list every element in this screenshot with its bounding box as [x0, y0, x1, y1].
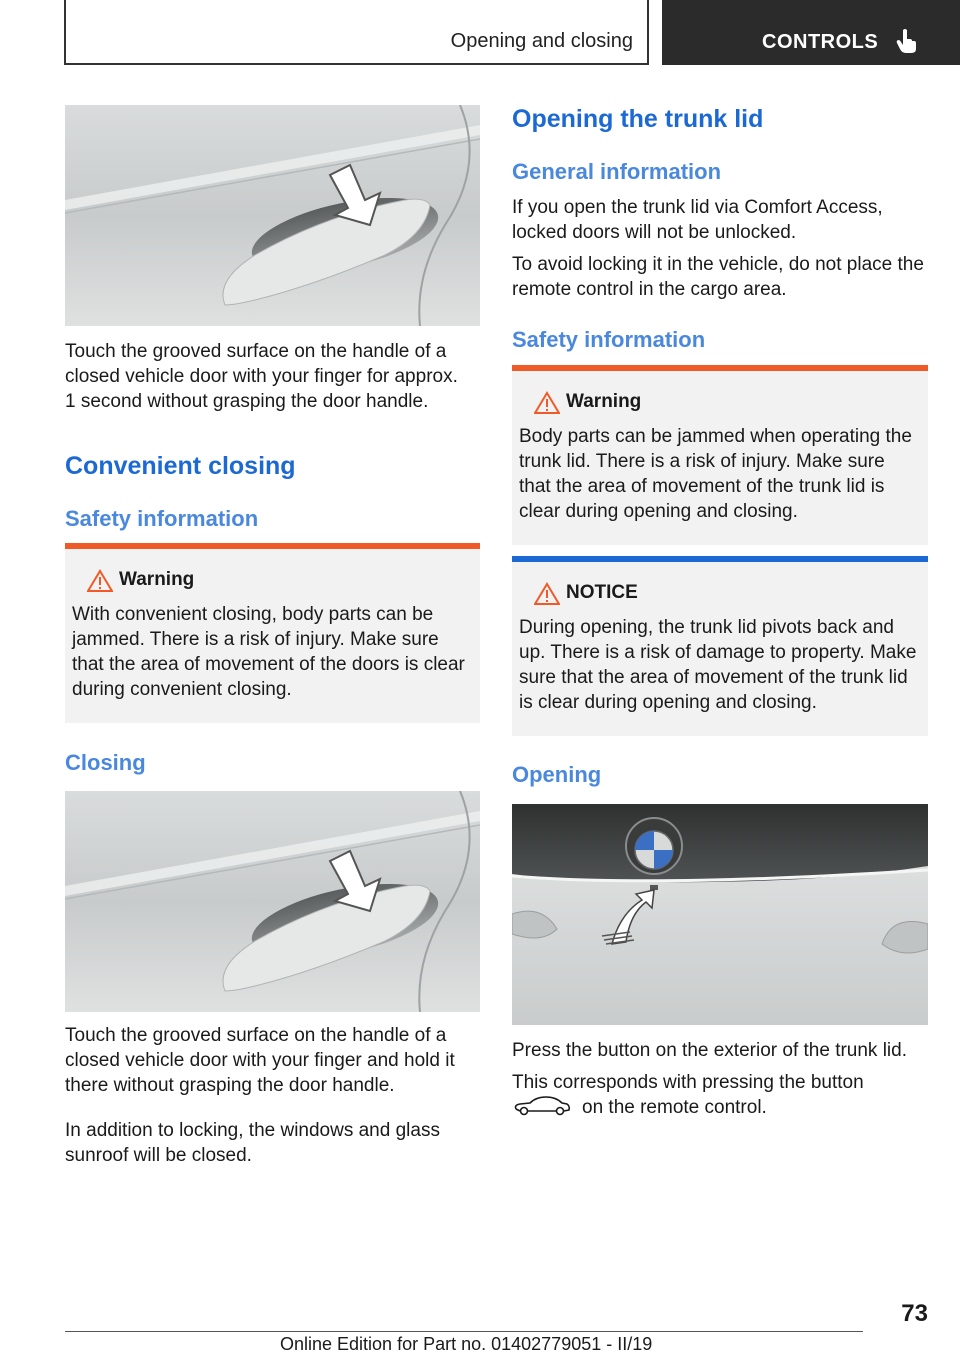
warning-triangle-icon: [534, 582, 560, 606]
notice-callout: [512, 556, 928, 736]
heading-convenient-closing: Convenient closing: [65, 452, 296, 480]
heading-safety-information-left: Safety information: [65, 506, 259, 531]
door-handle-image-closing: [65, 791, 480, 1012]
footer-divider: [65, 1331, 863, 1332]
warning-triangle-icon: [87, 569, 113, 593]
warning-title: Warning: [566, 391, 642, 412]
warning-title: Warning: [119, 569, 195, 590]
caption-windows-closed: In addition to locking, the windows and glass sunroof will be closed.: [65, 1120, 440, 1166]
warning-bar: [512, 365, 928, 371]
heading-safety-information-right: Safety information: [512, 327, 706, 352]
warning-bar: [65, 543, 480, 549]
general-info-remote-control: To avoid locking it in the vehicle, do not place the remote control in the cargo area.: [512, 254, 924, 300]
corresponds-text-line2: on the remote control.: [582, 1097, 767, 1118]
footer-edition: Online Edition for Part no. 01402779051 - II/19: [280, 1334, 653, 1354]
heading-opening-trunk-lid: Opening the trunk lid: [512, 105, 764, 133]
warning-triangle-icon: [534, 391, 560, 415]
door-handle-image: [65, 105, 480, 326]
warning-text: Body parts can be jammed when operating the trunk lid. There is a risk of injury. Make sure that the area of movement of the trunk lid is clear during opening and closing.: [519, 426, 912, 522]
page-number: 73: [901, 1300, 928, 1327]
press-button-text: Press the button on the exterior of the trunk lid.: [512, 1040, 908, 1061]
caption-touch-handle: Touch the grooved surface on the handle of a closed vehicle door with your finger for approx. 1 second without grasping the door handle.: [65, 341, 458, 412]
warning-callout-right: [512, 365, 928, 545]
heading-opening: Opening: [512, 762, 602, 787]
left-column: [65, 0, 480, 1300]
caption-hold-handle: Touch the grooved surface on the handle of a closed vehicle door with your finger and hold it there without grasping the door handle.: [65, 1025, 455, 1096]
warning-text: With convenient closing, body parts can be jammed. There is a risk of injury. Make sure that the area of movement of the doors is clear during convenient closing.: [72, 604, 465, 700]
heading-general-information: General information: [512, 159, 722, 184]
trunk-lid-image: [512, 804, 928, 1025]
notice-bar: [512, 556, 928, 562]
notice-title: NOTICE: [566, 582, 638, 603]
right-column: [512, 0, 928, 1300]
general-info-comfort-access: If you open the trunk lid via Comfort Access, locked doors will not be unlocked.: [512, 197, 883, 243]
header-section-title: Opening and closing: [450, 30, 633, 52]
notice-text: During opening, the trunk lid pivots back and up. There is a risk of damage to property. Make sure that the area of movement of the trunk lid is clear during opening and closing.: [519, 617, 917, 713]
car-trunk-icon: [512, 1094, 572, 1116]
heading-closing: Closing: [65, 750, 146, 775]
warning-callout-left: [65, 543, 480, 723]
header-chapter-label: CONTROLS: [762, 31, 879, 53]
corresponds-text-line1: This corresponds with pressing the button: [512, 1072, 864, 1093]
